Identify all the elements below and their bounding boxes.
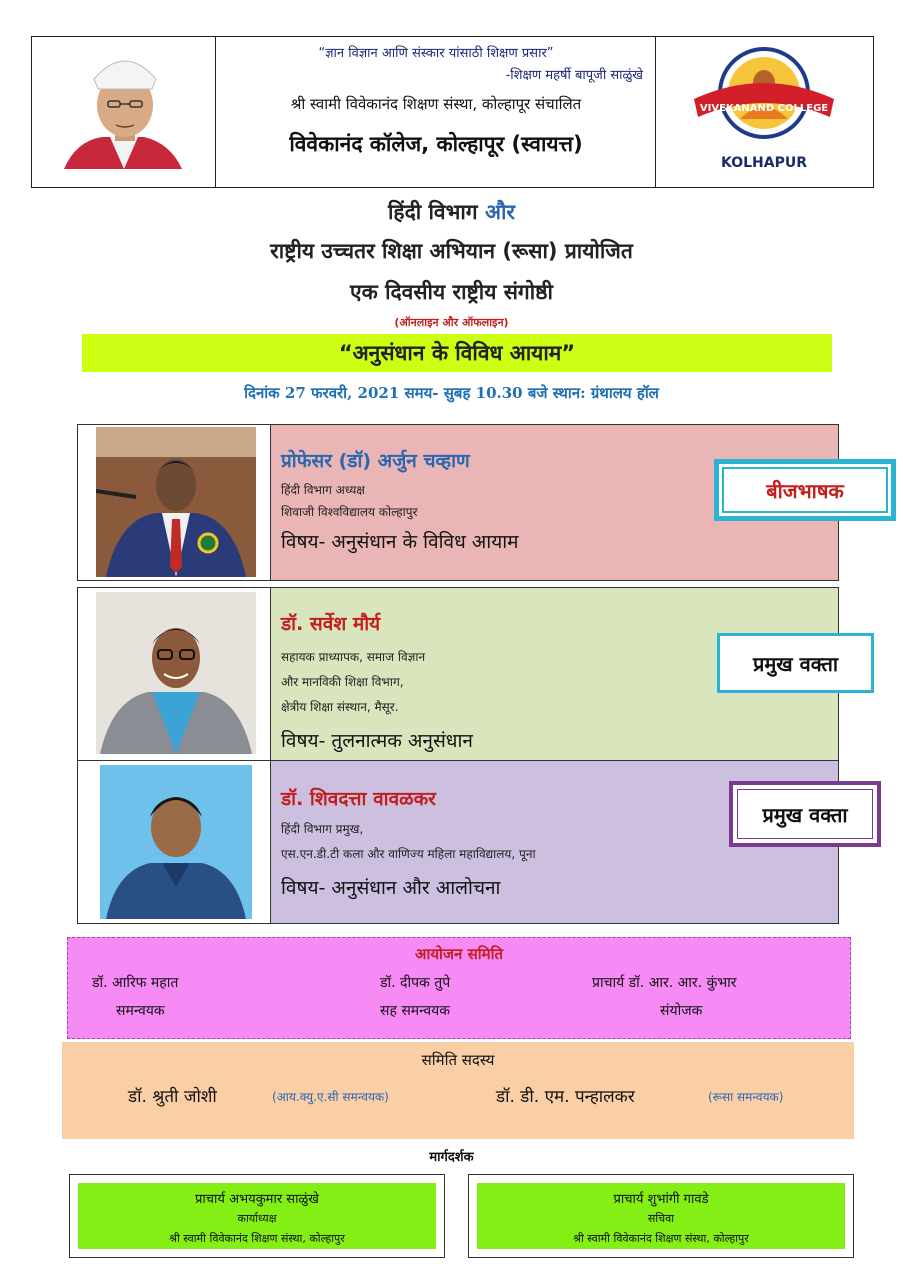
committee-heading: आयोजन समिति: [414, 945, 504, 963]
speaker-photo-image: [96, 427, 256, 577]
speaker-info: [271, 588, 838, 760]
speaker-institution: शिवाजी विश्वविद्यालय कोल्हापुर: [281, 505, 418, 519]
logo-ribbon-text: VIVEKANAND COLLEGE: [699, 103, 829, 114]
date-time-venue: दिनांक 27 फरवरी, 2021 समय- सुबह 10.30 बजे स्थान: ग्रंथालय हॉल: [244, 384, 659, 402]
role-badge: बीजभाषक: [714, 459, 896, 521]
speaker-info: [271, 425, 844, 580]
guide-card-inner: [78, 1183, 436, 1249]
college-motto: “ज्ञान विज्ञान आणि संस्कार यांसाठी शिक्षण प्रसार”: [318, 46, 554, 61]
member-name: डॉ. श्रुती जोशी: [128, 1087, 217, 1107]
member-role: (रूसा समन्वयक): [708, 1090, 784, 1104]
speaker-name: डॉ. सर्वेश मौर्य: [281, 613, 381, 635]
college-name: विवेकानंद कॉलेज, कोल्हापूर (स्वायत्त): [289, 132, 583, 156]
logo-city-text: KOLHAPUR: [720, 155, 808, 171]
guide-title: कार्याध्यक्ष: [237, 1212, 277, 1225]
speaker-photo: [78, 425, 271, 580]
speaker-institution: क्षेत्रीय शिक्षा संस्थान, मैसूर.: [281, 700, 399, 714]
member-role: (आय.क्यु.ए.सी समन्वयक): [272, 1090, 389, 1104]
speaker-designation: हिंदी विभाग अध्यक्ष: [281, 483, 365, 497]
speaker-topic: विषय- तुलनात्मक अनुसंधान: [281, 730, 473, 752]
college-logo: [656, 37, 872, 187]
speaker-topic: विषय- अनुसंधान और आलोचना: [281, 877, 501, 899]
organizing-committee: [67, 937, 851, 1039]
committee-members: [62, 1042, 854, 1139]
committee-member-name: प्राचार्य डॉ. आर. आर. कुंभार: [592, 975, 737, 991]
speaker-card: [77, 587, 839, 761]
header-box: [31, 36, 874, 188]
speaker-card: [77, 760, 848, 924]
committee-member-role: समन्वयक: [116, 1003, 165, 1019]
committee-member-name: डॉ. आरिफ महात: [92, 975, 179, 991]
guides-heading: मार्गदर्शक: [429, 1150, 474, 1165]
organization-name: श्री स्वामी विवेकानंद शिक्षण संस्था, कोल्हापूर संचालित: [290, 95, 582, 113]
committee-member-role: संयोजक: [660, 1003, 703, 1019]
guide-name: प्राचार्य अभयकुमार साळुंखे: [195, 1192, 319, 1207]
guide-organization: श्री स्वामी विवेकानंद शिक्षण संस्था, कोल्हापुर: [573, 1232, 749, 1245]
founder-portrait: [32, 37, 216, 187]
guide-name: प्राचार्य शुभांगी गावडे: [613, 1192, 709, 1207]
speaker-name: प्रोफेसर (डॉ) अर्जुन चव्हाण: [281, 450, 470, 472]
guide-organization: श्री स्वामी विवेकानंद शिक्षण संस्था, कोल्हापुर: [169, 1232, 345, 1245]
department-line: [0, 198, 903, 226]
speaker-designation: सहायक प्राध्यापक, समाज विज्ञान: [281, 650, 426, 664]
speaker-designation: हिंदी विभाग प्रमुख,: [281, 822, 364, 836]
speaker-topic: विषय- अनुसंधान के विविध आयाम: [281, 531, 519, 553]
speaker-photo-image: [96, 592, 256, 754]
seminar-type: एक दिवसीय राष्ट्रीय संगोष्ठी: [350, 280, 553, 304]
speaker-department: और मानविकी शिक्षा विभाग,: [281, 675, 404, 689]
motto-attribution: -शिक्षण महर्षी बापूजी साळुंखे: [505, 68, 643, 83]
member-name: डॉ. डी. एम. पन्हालकर: [496, 1087, 635, 1107]
seminar-mode: (ऑनलाइन और ऑफलाइन): [394, 316, 509, 329]
speaker-name: डॉ. शिवदत्ता वावळकर: [281, 788, 436, 810]
topic-banner: [82, 334, 832, 372]
guide-card-inner: [477, 1183, 845, 1249]
speaker-info: [271, 761, 848, 923]
speaker-photo: [78, 588, 271, 760]
founder-portrait-cell: [32, 37, 216, 187]
guide-title: सचिवा: [647, 1212, 675, 1225]
sponsor-line: राष्ट्रीय उच्चतर शिक्षा अभियान (रूसा) प्रायोजित: [270, 239, 633, 263]
department-name: हिंदी विभाग: [387, 200, 478, 224]
speaker-institution: एस.एन.डी.टी कला और वाणिज्य महिला महाविद्यालय, पूना: [281, 847, 536, 861]
header-text-cell: [216, 37, 656, 187]
role-badge: प्रमुख वक्ता: [717, 633, 874, 693]
college-logo-cell: [656, 37, 873, 187]
speaker-card: [77, 424, 844, 581]
committee-member-role: सह समन्वयक: [380, 1003, 451, 1019]
seminar-topic: “अनुसंधान के विविध आयाम”: [338, 341, 576, 365]
conjunction-text: और: [484, 200, 516, 224]
guide-card: [468, 1174, 854, 1258]
speaker-photo-image: [100, 765, 252, 919]
role-badge: प्रमुख वक्ता: [729, 781, 881, 847]
speaker-photo: [78, 761, 271, 923]
guide-card: [69, 1174, 445, 1258]
committee-member-name: डॉ. दीपक तुपे: [380, 975, 451, 991]
members-heading: समिति सदस्य: [421, 1051, 495, 1069]
